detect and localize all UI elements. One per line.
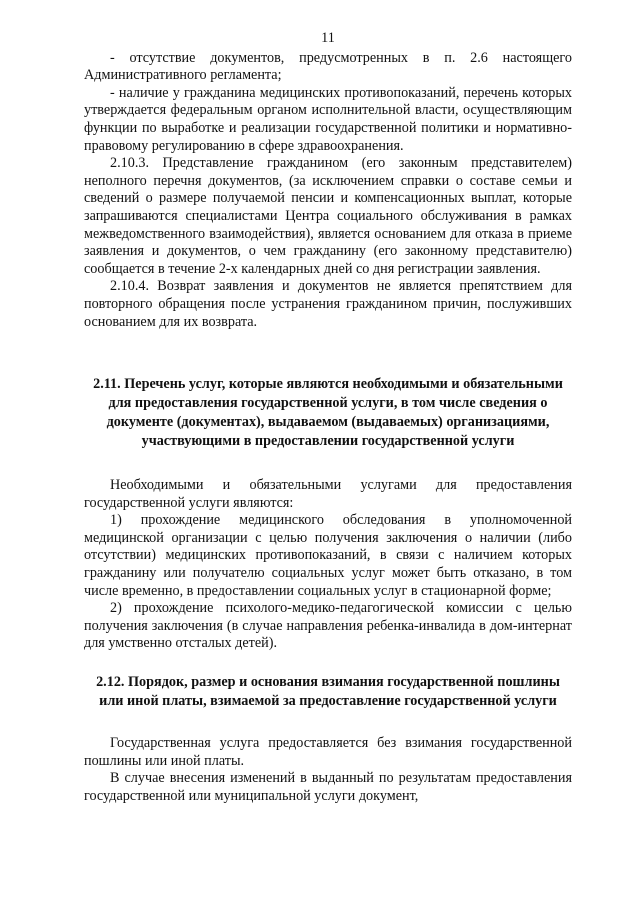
paragraph-missing-documents: - отсутствие документов, предусмотренных в п. 2.6 настоящего Административного регламента; xyxy=(84,49,572,84)
section-heading-2-12: 2.12. Порядок, размер и основания взимания государственной пошлины или иной платы, взимаемой за предоставление государственной услуги xyxy=(96,674,560,710)
paragraph-document-changes: В случае внесения изменений в выданный по результатам предоставления государственной или муниципальной услуги документ, xyxy=(84,770,572,804)
page-number: 11 xyxy=(321,30,335,46)
paragraph-pmpk-commission: 2) прохождение психолого-медико-педагогической комиссии с целью получения заключения (в случае направления ребенка-инвалида в дом-интернат для умственно отсталых детей). xyxy=(84,600,572,652)
paragraph-required-services-intro: Необходимыми и обязательными услугами для предоставления государственной услуги являются: xyxy=(84,477,572,511)
section-heading-2-11: 2.11. Перечень услуг, которые являются необходимыми и обязательными для предоставления государственной услуги, в том числе сведения о документе (документах), выдаваемом (выдаваемых) организациями, участвующими в предоставлении государственной услуги xyxy=(93,376,563,450)
spacer xyxy=(84,711,572,735)
paragraph-medical-contraindications: - наличие у гражданина медицинских противопоказаний, перечень которых утверждается федеральным органом исполнительной власти, осуществляющим функции по выработке и реализации государственной политики и нормативно-правовому регулированию в сфере здравоохранения. xyxy=(84,84,572,154)
document-page xyxy=(84,30,572,805)
spacer xyxy=(84,653,572,673)
spacer xyxy=(84,331,572,375)
paragraph-2-10-4: 2.10.4. Возврат заявления и документов не является препятствием для повторного обращения после устранения гражданином причин, послуживших основанием для их возврата. xyxy=(84,278,572,330)
spacer xyxy=(84,451,572,477)
paragraph-2-10-3: 2.10.3. Представление гражданином (его законным представителем) неполного перечня документов, (за исключением справки о составе семьи и сведений о размере получаемой пенсии и компенсационных выплат, которые запрашиваются специалистами Центра социального обслуживания в рамках межведомственного взаимодействия), является основанием для отказа в приеме заявления и документов, о чем гражданину (его законному представителю) сообщается в течение 2-х календарных дней со дня регистрации заявления. xyxy=(84,155,572,277)
paragraph-free-of-charge: Государственная услуга предоставляется без взимания государственной пошлины или иной платы. xyxy=(84,735,572,769)
paragraph-medical-examination: 1) прохождение медицинского обследования в уполномоченной медицинской организации с целью получения заключения о наличии (либо отсутствии) медицинских противопоказаний, в связи с наличием которых гражданину или получателю социальных услуг может быть отказано, в том числе временно, в предоставлении социальных услуг в стационарной форме; xyxy=(84,512,572,599)
